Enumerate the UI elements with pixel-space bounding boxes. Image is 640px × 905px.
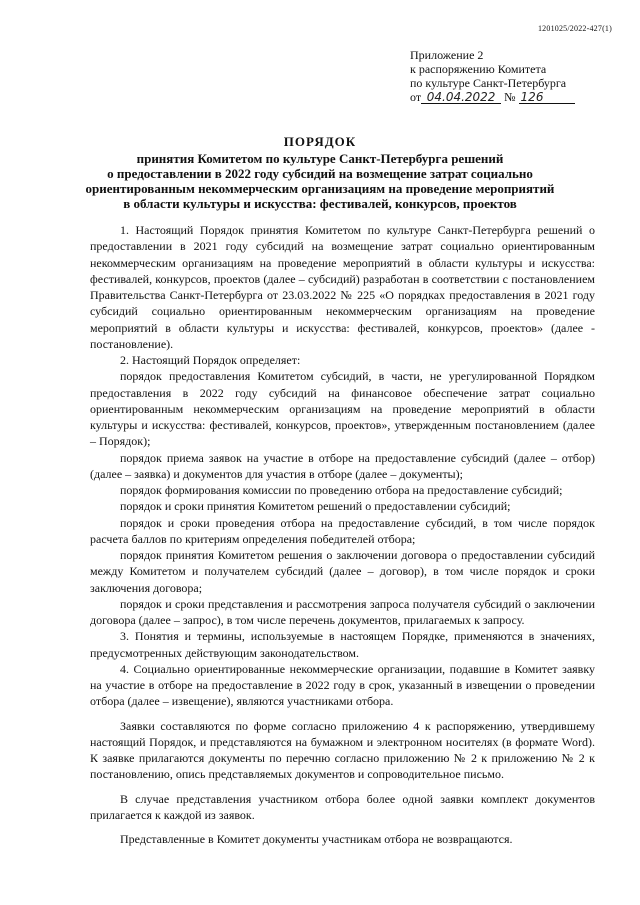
paragraph: 3. Понятия и термины, используемые в настоящем Порядке, применяются в значениях, предусмотренных действующим законодательством. <box>90 629 595 660</box>
document-number: 1201025/2022-427(1) <box>537 24 612 33</box>
paragraph: Представленные в Комитет документы участникам отбора не возвращаются. <box>120 832 513 846</box>
paragraph: В случае представления участником отбора более одной заявки комплект документов прилагается к каждой из заявок. <box>90 791 595 822</box>
paragraph: порядок принятия Комитетом решения о заключении договора о предоставлении субсидий между Комитетом и получателем субсидий (далее – договор), в том числе порядок и сроки заключения договора; <box>90 548 595 595</box>
paragraph: порядок предоставления Комитетом субсидий, в части, не урегулированной Порядком предоставления в 2022 году субсидий на финансовое обеспечение затрат социально ориентированным некоммерческим организациям на проведение мероприятий в области культуры и искусства: фестивалей, конкурсов, проектов», утвержденным постановлением (далее – Порядок); <box>90 369 595 449</box>
title-line-4: в области культуры и искусства: фестивалей, конкурсов, проектов <box>123 196 517 211</box>
document-title <box>0 134 640 211</box>
paragraph: порядок и сроки принятия Комитетом решений о предоставлении субсидий; <box>120 499 511 514</box>
title-heading: ПОРЯДОК <box>283 134 357 149</box>
appendix-block <box>410 48 575 104</box>
paragraph: порядок формирования комиссии по проведению отбора на предоставление субсидий; <box>120 483 563 497</box>
number-prefix: № <box>504 90 516 104</box>
handwritten-date: 04.04.2022 <box>421 91 501 104</box>
document-body <box>90 222 595 847</box>
title-line-2: о предоставлении в 2022 году субсидий на возмещение затрат социально <box>107 166 533 181</box>
paragraph: порядок и сроки представления и рассмотрения запроса получателя субсидий о заключении договора (далее – запрос), в том числе перечень документов, прилагаемых к запросу. <box>90 596 595 627</box>
appendix-line-2: к распоряжению Комитета <box>410 62 547 76</box>
paragraph: 2. Настоящий Порядок определяет: <box>120 353 301 367</box>
appendix-line-3: по культуре Санкт-Петербурга <box>410 76 567 90</box>
title-line-3: ориентированным некоммерческим организациям на проведение мероприятий <box>85 181 555 196</box>
paragraph: порядок и сроки проведения отбора на предоставление субсидий, в том числе порядок расчета баллов по критериям определения победителей отбора; <box>90 515 595 546</box>
paragraph: 4. Социально ориентированные некоммерческие организации, подавшие в Комитет заявку на участие в отборе на предоставление в 2022 году в срок, указанный в извещении о проведении отбора (далее – извещение), являются участниками отбора. <box>90 661 595 709</box>
date-prefix: от <box>410 90 422 104</box>
paragraph: порядок приема заявок на участие в отборе на предоставление субсидий (далее – отбор) (далее – заявка) и документов для участия в отборе (далее – документы); <box>90 450 595 481</box>
appendix-date-line <box>410 90 575 104</box>
title-line-1: принятия Комитетом по культуре Санкт-Петербурга решений <box>136 151 504 166</box>
appendix-line-1: Приложение 2 <box>410 48 484 62</box>
handwritten-number: 126 <box>519 91 575 104</box>
paragraph: Заявки составляются по форме согласно приложению 4 к распоряжению, утвердившему настоящий Порядок, и представляются на бумажном и электронном носителях (в формате Word). К заявке прилагаются документы по перечню согласно приложению № 2 к приложению № 2 к постановлению, опись представляемых документов и сопроводительное письмо. <box>90 718 595 782</box>
paragraph: 1. Настоящий Порядок принятия Комитетом по культуре Санкт-Петербурга решений о предоставлении в 2021 году субсидий на возмещение затрат социально ориентированным некоммерческим организациям на проведение мероприятий в области культуры и искусства: фестивалей, конкурсов, проектов (далее – субсидий) разработан в соответствии с постановлением Правительства Санкт-Петербурга от 23.03.2022 № 225 «О порядках предоставления в 2021 году субсидий социально ориентированным некоммерческим организациям на проведение мероприятий в области культуры и искусства: фестивалей, конкурсов, проектов» (далее - постановление). <box>90 223 595 351</box>
